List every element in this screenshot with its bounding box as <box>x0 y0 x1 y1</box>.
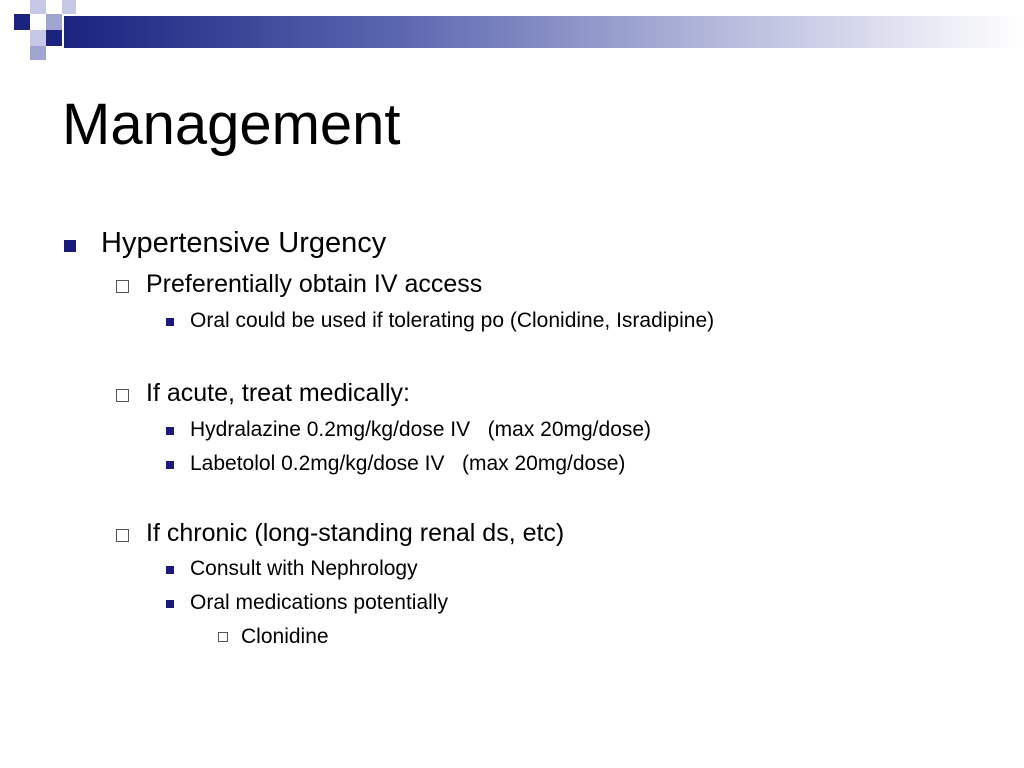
square-bullet-icon <box>166 461 174 469</box>
square-bullet-icon <box>166 566 174 574</box>
square-bullet-icon <box>166 427 174 435</box>
square-bullet-icon <box>166 600 174 608</box>
bullet-hydralazine: Hydralazine 0.2mg/kg/dose IV (max 20mg/dose) <box>190 418 652 441</box>
bullet-oral-medications: Oral medications potentially <box>190 591 448 614</box>
deco-square <box>46 30 62 46</box>
deco-square <box>14 14 30 30</box>
bullet-hypertensive-urgency: Hypertensive Urgency <box>101 227 387 259</box>
deco-square <box>30 0 46 14</box>
hollow-square-bullet-icon <box>116 389 129 402</box>
header-decoration <box>0 0 1024 64</box>
hollow-square-bullet-icon <box>116 280 129 293</box>
deco-square <box>30 30 46 46</box>
bullet-labetolol: Labetolol 0.2mg/kg/dose IV (max 20mg/dose) <box>190 452 626 475</box>
slide-title: Management <box>62 92 401 157</box>
hollow-square-bullet-icon <box>116 529 129 542</box>
bullet-if-chronic: If chronic (long-standing renal ds, etc) <box>146 519 565 547</box>
bullet-iv-access: Preferentially obtain IV access <box>146 270 483 298</box>
deco-square <box>30 46 46 60</box>
bullet-if-acute: If acute, treat medically: <box>146 379 411 407</box>
header-gradient-bar <box>64 16 1024 48</box>
hollow-square-bullet-icon <box>218 632 228 642</box>
bullet-consult-nephrology: Consult with Nephrology <box>190 557 418 580</box>
square-bullet-icon <box>166 318 174 326</box>
bullet-oral-option: Oral could be used if tolerating po (Clonidine, Isradipine) <box>190 309 715 332</box>
deco-square <box>46 14 62 30</box>
bullet-clonidine: Clonidine <box>241 625 329 648</box>
square-bullet-icon <box>64 240 76 252</box>
deco-square <box>62 0 76 14</box>
